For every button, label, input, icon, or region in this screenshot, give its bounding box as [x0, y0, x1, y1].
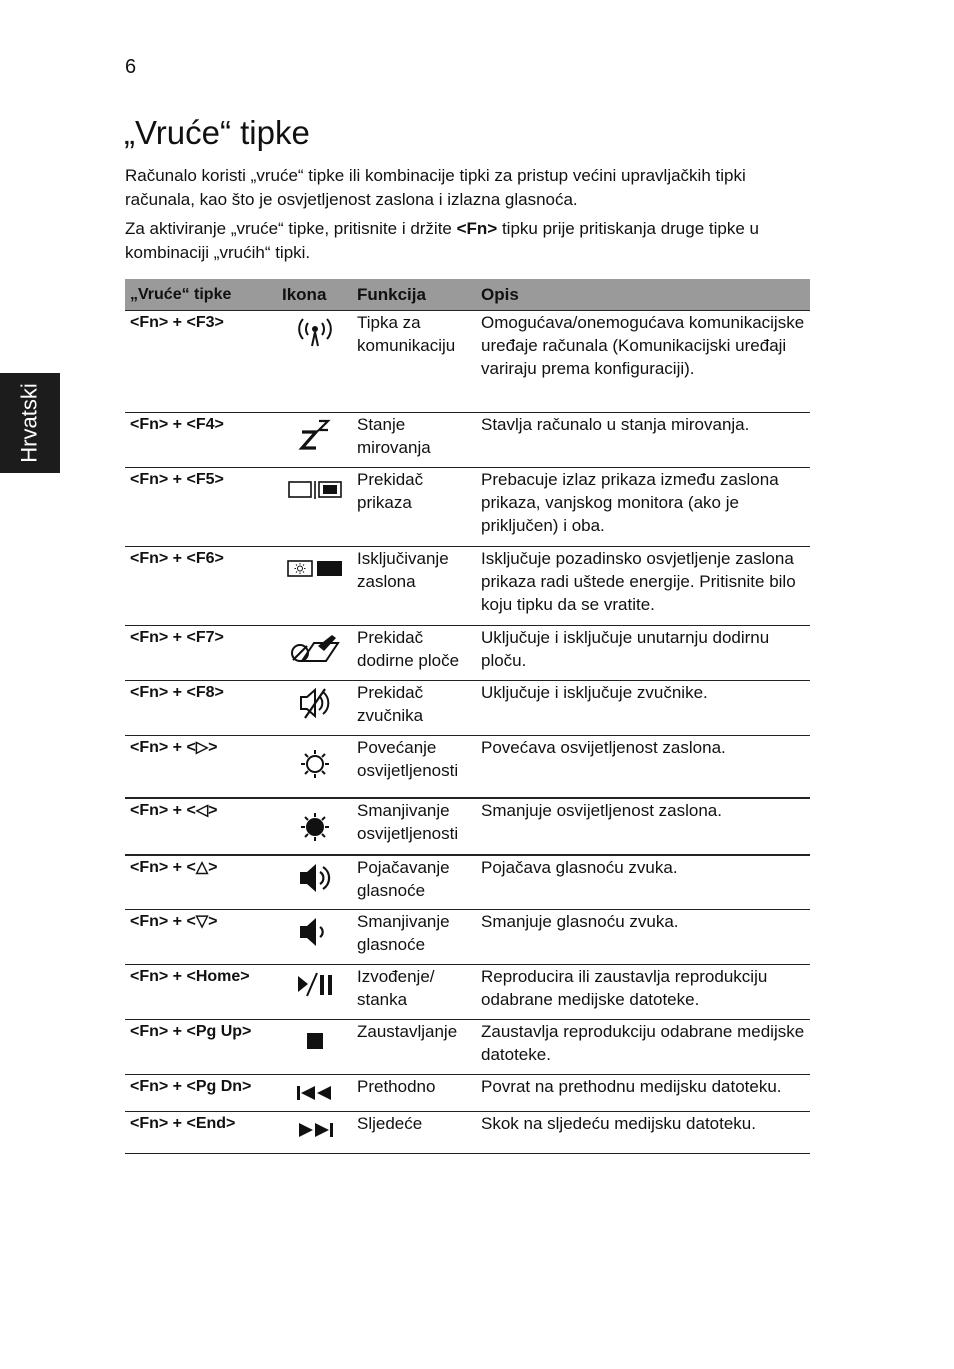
volume-up-icon: [297, 861, 333, 895]
function-description: Skok na sljedeću medijsku datoteku.: [476, 1112, 810, 1154]
hotkey: <Fn> + <F8>: [125, 681, 277, 736]
function-description: Zaustavlja reprodukciju odabrane medijske datoteke.: [476, 1020, 810, 1075]
function-description: Stavlja računalo u stanja mirovanja.: [476, 413, 810, 468]
language-side-tab: [0, 373, 60, 473]
intro-2-fn-key: <Fn>: [456, 219, 498, 238]
function-name: Zaustavljanje: [352, 1020, 476, 1075]
intro-2-after: tipku prije pritiskanja druge tipke u kombinaciji „vrućih“ tipki.: [125, 219, 759, 262]
hotkey: <Fn> + <△>: [125, 855, 277, 910]
intro-paragraph-1: Računalo koristi „vruće“ tipke ili kombinacije tipki za pristup većini upravljačkih tipki računala, kao što je osvjetljenost zaslona i izlazna glasnoća.: [125, 166, 746, 209]
hotkeys-table: [125, 279, 810, 1154]
function-name: Pojačavanje glasnoće: [352, 855, 476, 910]
sleep-icon: [298, 418, 332, 452]
next-track-icon: [295, 1122, 335, 1138]
hotkey: <Fn> + <▽>: [125, 910, 277, 965]
hotkey: <Fn> + <End>: [125, 1112, 277, 1154]
side-tab-label: Hrvatski: [17, 383, 43, 463]
hotkey: <Fn> + <▷>: [125, 736, 277, 798]
table-row: [125, 311, 810, 413]
wireless-icon: [295, 316, 335, 350]
table-row: [125, 855, 810, 910]
function-name: Prekidač zvučnika: [352, 681, 476, 736]
function-name: Smanjivanje osvijetljenosti: [352, 798, 476, 855]
hotkey: <Fn> + <Pg Dn>: [125, 1075, 277, 1112]
speaker-mute-icon: [297, 686, 333, 720]
table-row: [125, 681, 810, 736]
function-description: Uključuje i isključuje unutarnju dodirnu ploču.: [476, 626, 810, 681]
hotkey: <Fn> + <◁>: [125, 798, 277, 855]
volume-down-icon: [297, 915, 333, 949]
hotkey: <Fn> + <Pg Up>: [125, 1020, 277, 1075]
header-key: „Vruće“ tipke: [125, 279, 277, 311]
play-pause-icon: [295, 970, 335, 1000]
function-name: Tipka za komunikaciju: [352, 311, 476, 413]
header-function: Funkcija: [352, 279, 476, 311]
table-header-row: [125, 279, 810, 311]
header-icon: Ikona: [277, 279, 352, 311]
hotkey: <Fn> + <F7>: [125, 626, 277, 681]
table-row: [125, 1075, 810, 1112]
table-row: [125, 798, 810, 855]
function-description: Povrat na prethodnu medijsku datoteku.: [476, 1075, 810, 1112]
page-number: 6: [125, 56, 137, 78]
screen-off-icon: [287, 559, 343, 579]
stop-icon: [306, 1032, 324, 1050]
table-row: [125, 1112, 810, 1154]
function-description: Prebacuje izlaz prikaza između zaslona prikaza, vanjskog monitora (ako je priključen) i oba.: [476, 468, 810, 547]
hotkey: <Fn> + <F6>: [125, 547, 277, 626]
hotkey: <Fn> + <F5>: [125, 468, 277, 547]
display-toggle-icon: [288, 480, 342, 500]
header-description: Opis: [476, 279, 810, 311]
function-description: Isključuje pozadinsko osvjetljenje zaslona prikaza radi uštede energije. Pritisnite bilo koju tipku da se vratite.: [476, 547, 810, 626]
table-row: [125, 965, 810, 1020]
table-row: [125, 736, 810, 798]
hotkey: <Fn> + <F3>: [125, 311, 277, 413]
hotkey: <Fn> + <Home>: [125, 965, 277, 1020]
function-name: Isključivanje zaslona: [352, 547, 476, 626]
table-row: [125, 413, 810, 468]
brightness-up-icon: [299, 748, 331, 780]
function-description: Povećava osvijetljenost zaslona.: [476, 736, 810, 798]
function-name: Prekidač dodirne ploče: [352, 626, 476, 681]
page-title: „Vruće“ tipke: [124, 114, 310, 151]
touchpad-toggle-icon: [288, 631, 342, 665]
previous-track-icon: [295, 1085, 335, 1101]
function-name: Sljedeće: [352, 1112, 476, 1154]
function-description: Pojačava glasnoću zvuka.: [476, 855, 810, 910]
function-name: Prekidač prikaza: [352, 468, 476, 547]
function-name: Povećanje osvijetljenosti: [352, 736, 476, 798]
function-description: Reproducira ili zaustavlja reprodukciju odabrane medijske datoteke.: [476, 965, 810, 1020]
function-description: Omogućava/onemogućava komunikacijske uređaje računala (Komunikacijski uređaji variraju prema konfiguraciji).: [476, 311, 810, 413]
intro-paragraph-2: [125, 217, 815, 264]
function-description: Smanjuje osvijetljenost zaslona.: [476, 798, 810, 855]
function-name: Stanje mirovanja: [352, 413, 476, 468]
intro-2-before: Za aktiviranje „vruće“ tipke, pritisnite i držite: [125, 219, 457, 238]
table-row: [125, 1020, 810, 1075]
function-name: Izvođenje/ stanka: [352, 965, 476, 1020]
table-row: [125, 910, 810, 965]
table-row: [125, 626, 810, 681]
function-name: Prethodno: [352, 1075, 476, 1112]
table-row: [125, 468, 810, 547]
table-row: [125, 547, 810, 626]
function-name: Smanjivanje glasnoće: [352, 910, 476, 965]
hotkey: <Fn> + <F4>: [125, 413, 277, 468]
function-description: Smanjuje glasnoću zvuka.: [476, 910, 810, 965]
function-description: Uključuje i isključuje zvučnike.: [476, 681, 810, 736]
brightness-down-icon: [299, 811, 331, 843]
